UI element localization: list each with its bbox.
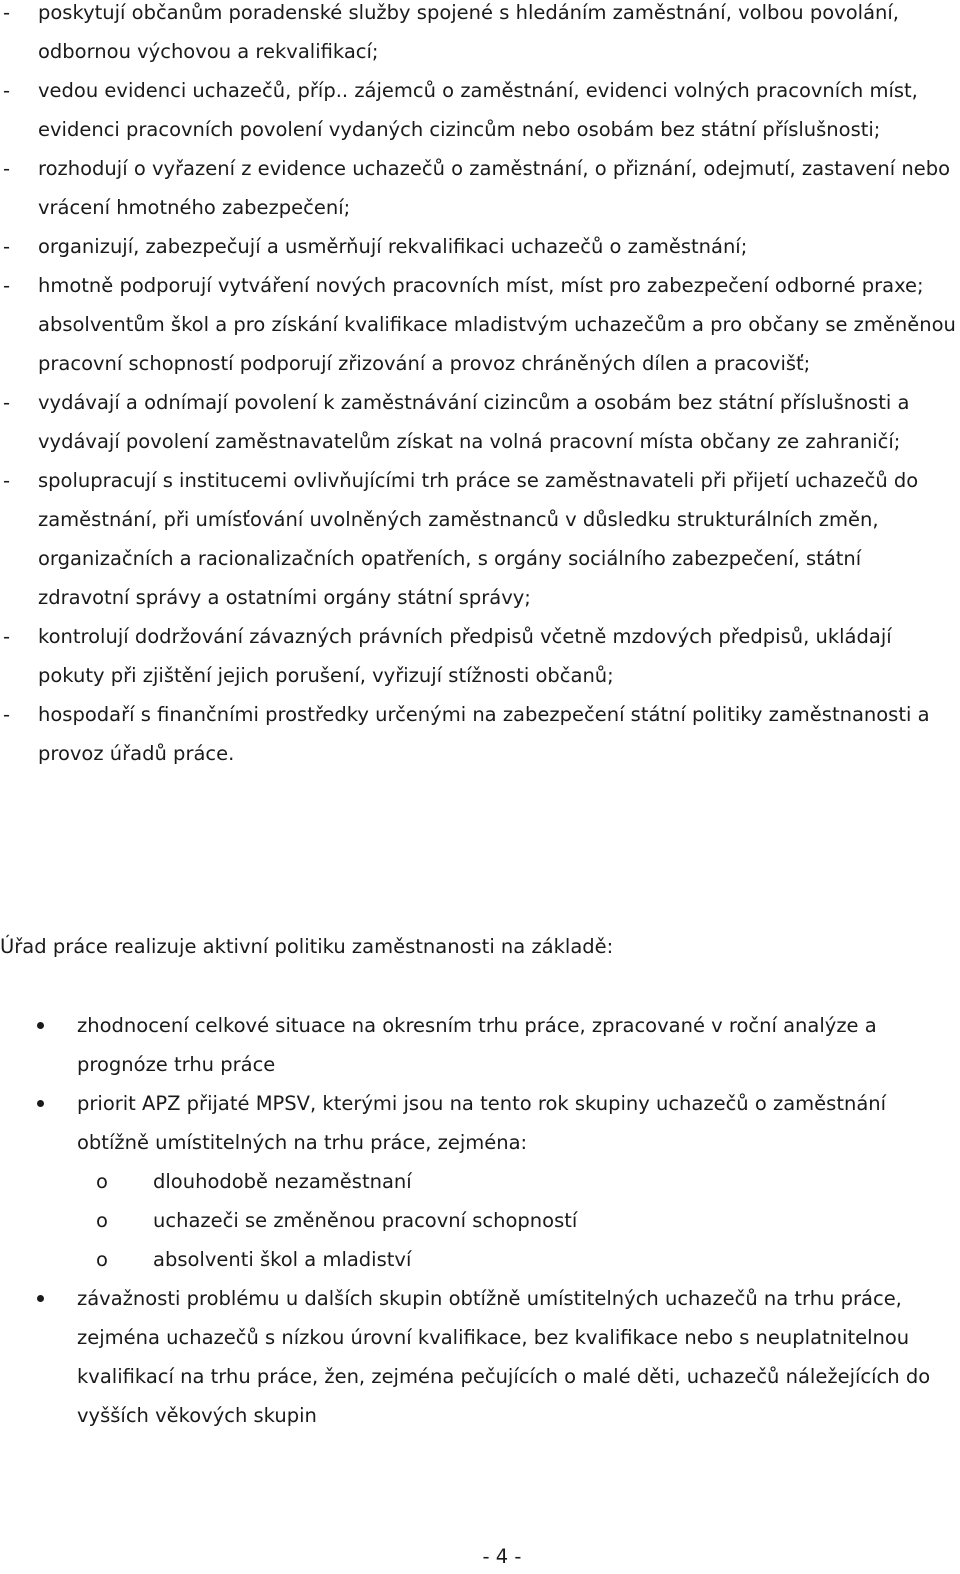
dash-marker: -	[3, 274, 11, 297]
list-item	[0, 0, 956, 71]
dash-marker: -	[3, 79, 11, 102]
list-item-text: kontrolují dodržování závazných právních předpisů včetně mzdových předpisů, ukládají pokuty při zjištění jejich porušení, vyřizují stížnosti občanů;	[38, 625, 892, 687]
sub-list-item-text: dlouhodobě nezaměstnaní	[153, 1170, 412, 1193]
bullet-item	[0, 1084, 958, 1279]
bullet-item	[0, 1006, 958, 1084]
list-item	[0, 617, 956, 695]
bullet-dot-icon	[37, 1022, 44, 1029]
dash-marker: -	[3, 1, 11, 24]
list-item	[0, 227, 956, 266]
list-item	[0, 383, 956, 461]
list-item-text: hospodaří s finančními prostředky určenými na zabezpečení státní politiky zaměstnanosti a provoz úřadů práce.	[38, 703, 930, 765]
bullet-item-text: závažnosti problému u dalších skupin obtížně umístitelných uchazečů na trhu práce, zejména uchazečů s nízkou úrovní kvalifikace, bez kvalifikace nebo s neuplatnitelnou kvalifikací na trhu práce, žen, zejména pečujících o malé děti, uchazečů náležejících do vyšších věkových skupin	[77, 1287, 931, 1427]
sub-list	[77, 1162, 958, 1279]
list-item-text: organizují, zabezpečují a usměrňují rekvalifikaci uchazečů o zaměstnání;	[38, 235, 748, 258]
bullet-dot-icon	[37, 1100, 44, 1107]
intro-paragraph: Úřad práce realizuje aktivní politiku zaměstnanosti na základě:	[0, 935, 614, 958]
dash-marker: -	[3, 703, 11, 726]
sub-list-item-text: absolventi škol a mladiství	[153, 1248, 412, 1271]
sub-list-item	[0, 1240, 958, 1279]
list-item	[0, 695, 956, 773]
bullet-dot-icon	[37, 1295, 44, 1302]
bullet-item	[0, 1279, 958, 1435]
list-item	[0, 266, 956, 383]
list-item-text: rozhodují o vyřazení z evidence uchazečů o zaměstnání, o přiznání, odejmutí, zastavení nebo vrácení hmotného zabezpečení;	[38, 157, 951, 219]
page-number: - 4 -	[482, 1545, 522, 1568]
circle-marker-icon: o	[96, 1170, 108, 1193]
list-item-text: vydávají a odnímají povolení k zaměstnávání cizincům a osobám bez státní příslušnosti a vydávají povolení zaměstnavatelům získat na volná pracovní místa občany ze zahraničí;	[38, 391, 910, 453]
dash-marker: -	[3, 391, 11, 414]
dash-marker: -	[3, 469, 11, 492]
list-item	[0, 71, 956, 149]
list-item	[0, 149, 956, 227]
dash-marker: -	[3, 157, 11, 180]
bullet-item-text: priorit APZ přijaté MPSV, kterými jsou na tento rok skupiny uchazečů o zaměstnání obtížně umístitelných na trhu práce, zejména:	[77, 1092, 887, 1154]
sub-list-item	[0, 1201, 958, 1240]
list-item-text: hmotně podporují vytváření nových pracovních míst, míst pro zabezpečení odborné praxe; absolventům škol a pro získání kvalifikace mladistvým uchazečům a pro občany se změněnou pracovní schopností podporují zřizování a provoz chráněných dílen a pracovišť;	[38, 274, 956, 375]
sub-list-item	[0, 1162, 958, 1201]
bullet-item-text: zhodnocení celkové situace na okresním trhu práce, zpracované v roční analýze a prognóze trhu práce	[77, 1014, 877, 1076]
sub-list-item-text: uchazeči se změněnou pracovní schopností	[153, 1209, 578, 1232]
circle-marker-icon: o	[96, 1248, 108, 1271]
list-item-text: poskytují občanům poradenské služby spojené s hledáním zaměstnání, volbou povolání, odbornou výchovou a rekvalifikací;	[38, 1, 899, 63]
list-item	[0, 461, 956, 617]
circle-marker-icon: o	[96, 1209, 108, 1232]
dash-marker: -	[3, 235, 11, 258]
list-item-text: vedou evidenci uchazečů, příp.. zájemců o zaměstnání, evidenci volných pracovních míst, evidenci pracovních povolení vydaných cizincům nebo osobám bez státní příslušnosti;	[38, 79, 918, 141]
bullet-list	[0, 1006, 958, 1435]
list-item-text: spolupracují s institucemi ovlivňujícími trh práce se zaměstnavateli při přijetí uchazečů do zaměstnání, při umísťování uvolněných zaměstnanců v důsledku strukturálních změn, organizačních a racionalizačních opatřeních, s orgány sociálního zabezpečení, státní zdravotní správy a ostatními orgány státní správy;	[38, 469, 919, 609]
dash-marker: -	[3, 625, 11, 648]
dash-list	[0, 0, 956, 773]
